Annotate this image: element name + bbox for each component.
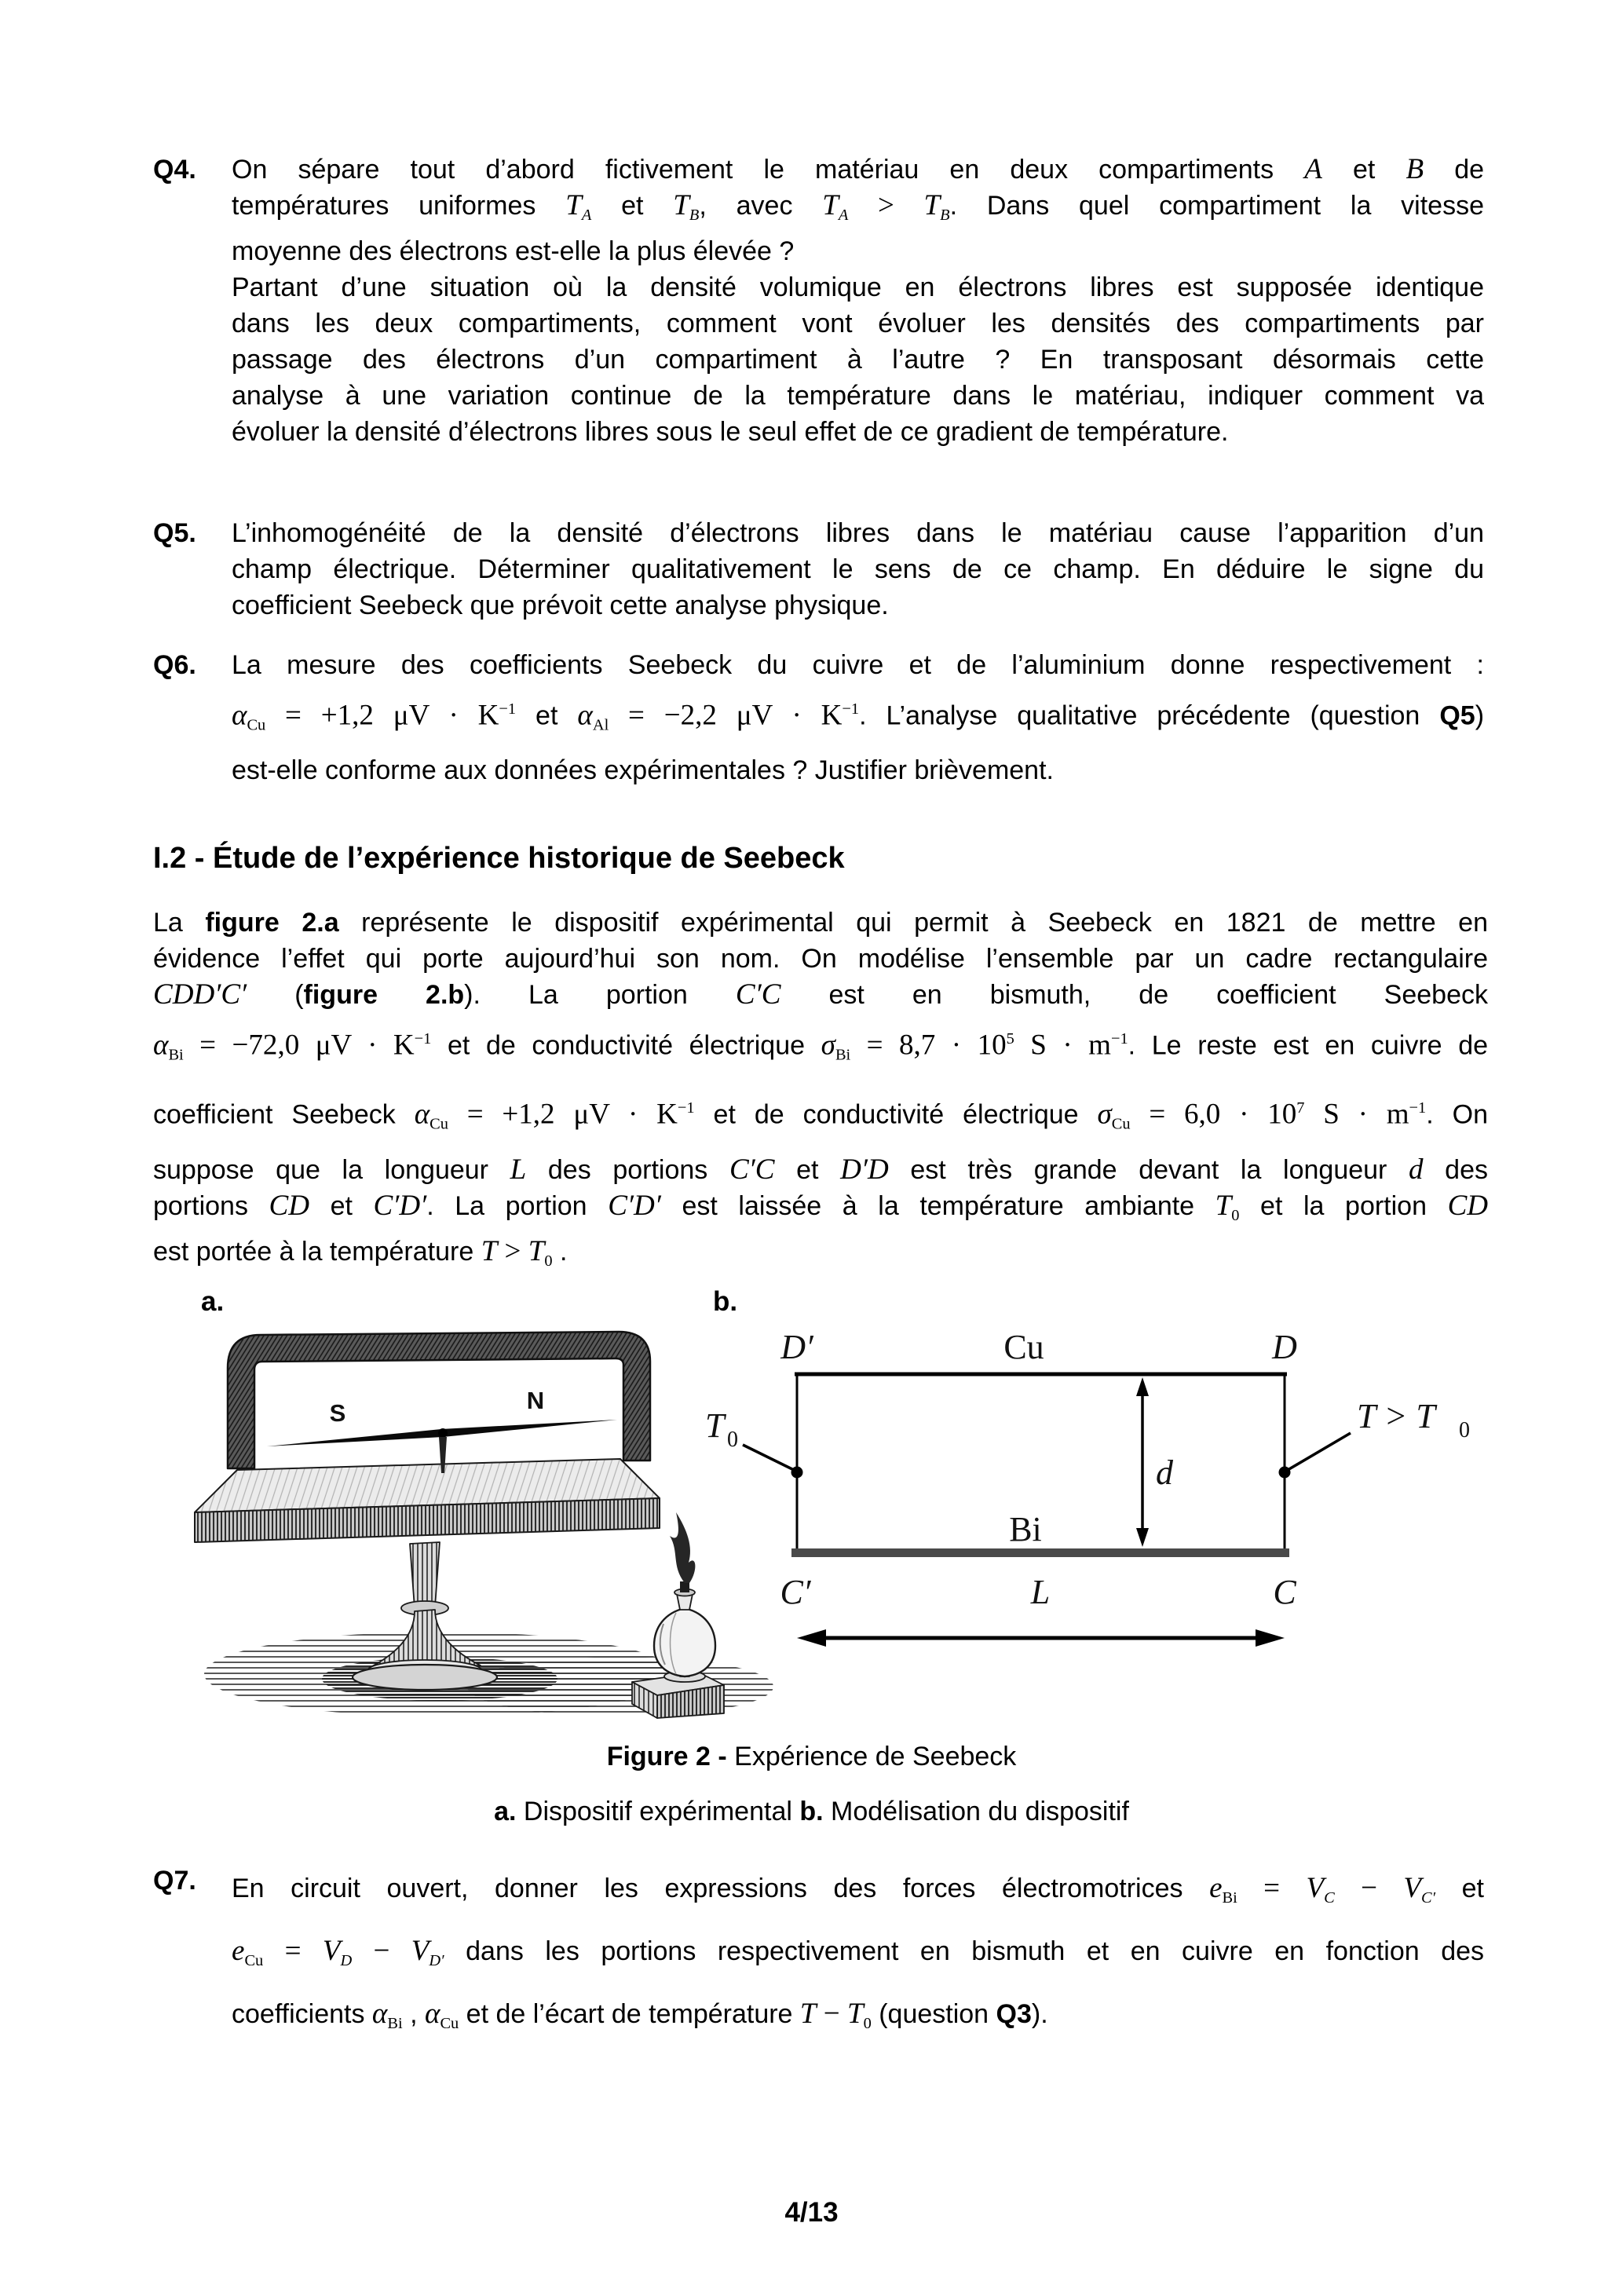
text-line	[153, 977, 1488, 1013]
text-line	[153, 1234, 1488, 1279]
text-run: Q5	[1439, 700, 1475, 731]
text-run: = −72,0 μV · K	[183, 1029, 415, 1062]
text-run: D	[340, 1952, 353, 1970]
label-d-prime: D′	[780, 1328, 813, 1366]
text-run: a.	[494, 1797, 517, 1826]
text-run: C′C	[729, 1153, 775, 1186]
question-q4-body	[232, 152, 1484, 450]
text-run: (question	[871, 1999, 996, 2030]
text-run: T	[822, 189, 839, 221]
text-line	[232, 647, 1484, 683]
text-run: T	[846, 1998, 864, 2031]
text-run: L	[510, 1153, 527, 1186]
bismuth-bar	[791, 1548, 1289, 1557]
question-q7-label: Q7.	[153, 1866, 196, 1896]
text-line	[232, 683, 1484, 752]
text-run: Cu	[440, 2015, 459, 2033]
text-run: , avec	[699, 191, 823, 221]
text-run: La	[153, 908, 206, 938]
text-run: = +1,2 μV · K	[448, 1098, 678, 1131]
question-q4-label: Q4.	[153, 155, 196, 185]
text-run: 5	[1006, 1030, 1014, 1047]
compass-south-label: S	[329, 1399, 346, 1427]
text-run: de	[1424, 155, 1485, 185]
text-line	[232, 752, 1484, 788]
label-cu: Cu	[1003, 1328, 1044, 1366]
text-run: −1	[414, 1030, 432, 1047]
text-line	[153, 941, 1488, 977]
text-run: S · m	[1304, 1098, 1409, 1131]
engraving-table-slab	[195, 1459, 660, 1542]
text-run: −1	[1110, 1030, 1128, 1047]
text-run: T	[799, 1998, 817, 2031]
text-run: représente le dispositif expérimental qui permit à Seebeck en 1821 de mettre en	[338, 908, 1488, 938]
text-run: L’inhomogénéité de la densité d’électrons libres dans le matériau cause l’apparition d’un	[232, 518, 1484, 548]
text-run: b.	[799, 1797, 824, 1826]
text-run: portions	[153, 1190, 269, 1221]
text-run: et de l’écart de température	[459, 1999, 800, 2030]
text-run: des portions	[526, 1154, 729, 1185]
text-run: . L’analyse qualitative précédente (question	[859, 700, 1440, 731]
text-run: évoluer la densité d’électrons libres sous le seul effet de ce gradient de température.	[232, 417, 1229, 448]
text-run: = 8,7 · 10	[850, 1029, 1007, 1062]
text-run: e	[232, 1935, 245, 1968]
text-run: et	[591, 191, 674, 221]
text-run: Cu	[1111, 1115, 1131, 1133]
text-run: et de conductivité électrique	[431, 1030, 821, 1061]
text-run: (	[247, 980, 304, 1010]
figure-a-label: a.	[201, 1286, 225, 1317]
text-run: α	[371, 1998, 388, 2031]
text-run: V	[411, 1935, 430, 1968]
text-run: = −2,2 μV · K	[609, 699, 843, 732]
text-run: S · m	[1014, 1029, 1111, 1062]
text-run: T	[1215, 1189, 1232, 1222]
text-run: et	[774, 1154, 841, 1185]
text-run: passage des électrons d’un compartiment à l’autre ? En transposant désormais cette	[232, 345, 1484, 375]
label-d: D	[1272, 1328, 1297, 1366]
text-run: Bi	[168, 1046, 184, 1064]
text-line	[232, 587, 1484, 623]
text-run: Cu	[247, 716, 266, 734]
text-run: C′	[1421, 1889, 1436, 1907]
text-run: −	[352, 1935, 411, 1968]
text-run: moyenne des électrons est-elle la plus élevée ?	[232, 236, 795, 267]
text-run: d	[1409, 1153, 1424, 1186]
text-run: C′D′	[373, 1189, 427, 1222]
text-run: =	[263, 1935, 323, 1968]
text-run: et la portion	[1239, 1190, 1448, 1221]
text-run: α	[577, 699, 593, 732]
text-line	[232, 515, 1484, 551]
figure-b-label: b.	[713, 1286, 738, 1317]
text-run: est laissée à la température ambiante	[660, 1190, 1215, 1221]
text-run: est très grande devant la longueur	[888, 1154, 1409, 1185]
text-line	[153, 1188, 1488, 1234]
figure-caption-title	[0, 1742, 1623, 1772]
label-t0-sub: 0	[727, 1428, 738, 1452]
question-q6-label: Q6.	[153, 650, 196, 680]
text-run: α	[414, 1098, 430, 1131]
text-run: et	[1321, 155, 1406, 185]
text-run: températures uniformes	[232, 191, 566, 221]
text-run: A	[1304, 153, 1322, 185]
text-run: σ	[1097, 1098, 1112, 1131]
text-run: ,	[402, 1999, 425, 2030]
text-run: D′	[429, 1952, 444, 1970]
text-run: La mesure des coefficients Seebeck du cuivre et de l’aluminium donne respectivement :	[232, 650, 1484, 680]
text-run: figure 2.a	[205, 908, 339, 938]
text-run: σ	[821, 1029, 835, 1062]
text-run: T	[481, 1234, 498, 1267]
label-t-gt-t0-sub: 0	[1459, 1418, 1470, 1442]
text-run: Expérience de Seebeck	[734, 1742, 1017, 1771]
text-line	[232, 1863, 1484, 1925]
text-run: . La portion	[426, 1190, 609, 1221]
text-run: et de conductivité électrique	[694, 1099, 1098, 1130]
text-line	[232, 269, 1484, 305]
text-run: et	[309, 1190, 374, 1221]
text-run: T	[673, 189, 689, 221]
text-run: >	[848, 189, 924, 221]
engraving-pedestal	[353, 1542, 497, 1690]
question-q5-label: Q5.	[153, 518, 196, 548]
text-line	[232, 342, 1484, 378]
question-q5	[153, 515, 1484, 623]
text-run: 0	[863, 2015, 872, 2033]
text-run: Modélisation du dispositif	[823, 1797, 1129, 1826]
text-run: α	[232, 699, 247, 732]
text-run: = 6,0 · 10	[1130, 1098, 1297, 1131]
text-run: α	[153, 1029, 169, 1062]
text-run: dans les portions respectivement en bismuth et en cuivre en fonction des	[444, 1936, 1485, 1967]
section-heading: I.2 - Étude de l’expérience historique de Seebeck	[153, 842, 845, 875]
text-run: évidence l’effet qui porte aujourd’hui son nom. On modélise l’ensemble par un cadre rectangulaire	[153, 944, 1488, 974]
text-run: Cu	[430, 1115, 448, 1133]
text-run: B	[1406, 153, 1424, 185]
text-run: des	[1423, 1154, 1489, 1185]
text-line	[153, 1013, 1488, 1082]
label-bi: Bi	[1009, 1510, 1042, 1548]
text-run: B	[689, 207, 700, 225]
question-q5-body	[232, 515, 1484, 623]
text-run: Al	[592, 716, 609, 734]
text-run: C′D′	[608, 1189, 661, 1222]
text-line	[232, 305, 1484, 342]
text-line	[153, 1082, 1488, 1151]
text-run: 7	[1296, 1099, 1305, 1117]
text-run: CD	[269, 1189, 310, 1222]
text-run: B	[940, 207, 950, 225]
text-line	[232, 188, 1484, 233]
text-run: T	[528, 1234, 545, 1267]
text-run: On sépare tout d’abord fictivement le matériau en deux compartiments	[232, 155, 1305, 185]
question-q6-body	[232, 647, 1484, 788]
text-line	[232, 152, 1484, 188]
text-run: Bi	[387, 2015, 403, 2033]
compass-north-label: N	[526, 1387, 545, 1414]
text-line	[232, 233, 1484, 269]
text-run: C	[1324, 1889, 1335, 1907]
text-run: suppose que la longueur	[153, 1154, 510, 1185]
text-run: Bi	[1222, 1889, 1237, 1907]
text-run: analyse à une variation continue de la température dans le matériau, indiquer comment va	[232, 381, 1484, 411]
label-c: C	[1273, 1573, 1296, 1611]
text-run: = +1,2 μV · K	[265, 699, 499, 732]
text-line	[153, 1152, 1488, 1188]
text-run: est portée à la température	[153, 1236, 481, 1267]
text-run: est-elle conforme aux données expérimentales ? Justifier brièvement.	[232, 755, 1054, 786]
label-c-prime: C′	[780, 1573, 811, 1611]
text-run: )	[1475, 700, 1485, 731]
text-run: Cu	[244, 1952, 264, 1970]
text-run: e	[1209, 1872, 1223, 1904]
seebeck-circuit-diagram	[691, 1327, 1523, 1665]
text-line	[232, 551, 1484, 587]
text-run: V	[1403, 1872, 1421, 1904]
text-run: champ électrique. Déterminer qualitativement le sens de ce champ. En déduire le signe du	[232, 554, 1484, 584]
text-run: et	[1435, 1874, 1484, 1903]
text-run: CDD′C′	[153, 978, 247, 1011]
text-run: . Dans quel compartiment la vitesse	[949, 191, 1484, 221]
text-run: =	[1237, 1872, 1307, 1904]
text-run: A	[838, 207, 849, 225]
text-line	[153, 905, 1488, 941]
text-run: −1	[1409, 1099, 1427, 1117]
text-line	[232, 378, 1484, 414]
text-run: dans les deux compartiments, comment vont évoluer les densités des compartiments par	[232, 309, 1484, 339]
text-run: V	[1306, 1872, 1325, 1904]
text-run: T	[565, 189, 582, 221]
text-line	[232, 1925, 1484, 1988]
text-run: et	[516, 700, 578, 731]
t0-pointer	[705, 1406, 803, 1479]
text-run: D′D	[840, 1153, 889, 1186]
text-line	[232, 1988, 1484, 2051]
text-run: −1	[677, 1099, 695, 1117]
text-run: ). La portion	[464, 980, 736, 1010]
text-run: est en bismuth, de coefficient Seebeck	[780, 980, 1488, 1010]
text-run: A	[581, 207, 592, 225]
label-t-gt-t0: T > T	[1357, 1397, 1435, 1435]
question-q7-body	[232, 1863, 1484, 2051]
text-run: Q3	[996, 1999, 1032, 2030]
text-run: −1	[499, 700, 517, 718]
label-d-dim: d	[1156, 1453, 1173, 1492]
text-run: 0	[1231, 1206, 1240, 1224]
t-junction-dot	[1279, 1467, 1291, 1479]
text-run: coefficient Seebeck que prévoit cette analyse physique.	[232, 590, 889, 620]
text-run: >	[497, 1234, 528, 1267]
intro-paragraph	[153, 905, 1488, 1279]
text-run: 0	[544, 1252, 553, 1270]
text-run: ).	[1031, 1999, 1048, 2030]
label-t0: T	[705, 1406, 725, 1445]
text-run: . Le reste est en cuivre de	[1128, 1030, 1489, 1061]
text-line	[232, 414, 1484, 450]
text-run: .	[552, 1236, 568, 1267]
text-run: C′C	[735, 978, 781, 1011]
text-run: −1	[842, 700, 860, 718]
text-run: . On	[1426, 1099, 1488, 1130]
text-run: −	[816, 1998, 847, 2031]
text-run: −	[1334, 1872, 1404, 1904]
d-dimension-arrow	[1136, 1377, 1174, 1547]
text-run: coefficient Seebeck	[153, 1099, 415, 1130]
engraving-magnet-arch	[228, 1332, 650, 1468]
text-run: Figure 2 -	[606, 1742, 735, 1771]
text-run: figure 2.b	[303, 980, 465, 1010]
text-run: CD	[1447, 1189, 1489, 1222]
t0-junction-dot	[791, 1467, 803, 1479]
text-run: En circuit ouvert, donner les expressions des forces électromotrices	[232, 1874, 1210, 1903]
text-run: Partant d’une situation où la densité volumique en électrons libres est supposée identique	[232, 272, 1484, 303]
text-run: coefficients	[232, 1999, 372, 2030]
t-gt-t0-pointer	[1279, 1397, 1471, 1479]
text-run: T	[923, 189, 941, 221]
text-run: α	[424, 1998, 440, 2031]
question-q4	[153, 152, 1484, 450]
l-dimension-arrow	[797, 1573, 1285, 1647]
text-run: V	[322, 1935, 341, 1968]
question-q7	[153, 1863, 1484, 2051]
label-length: L	[1030, 1573, 1051, 1611]
text-run: Bi	[835, 1046, 851, 1064]
question-q6	[153, 647, 1484, 788]
text-run: Dispositif expérimental	[516, 1797, 800, 1826]
page-number: 4/13	[784, 2197, 839, 2228]
figure-caption-subtitle	[0, 1797, 1623, 1827]
